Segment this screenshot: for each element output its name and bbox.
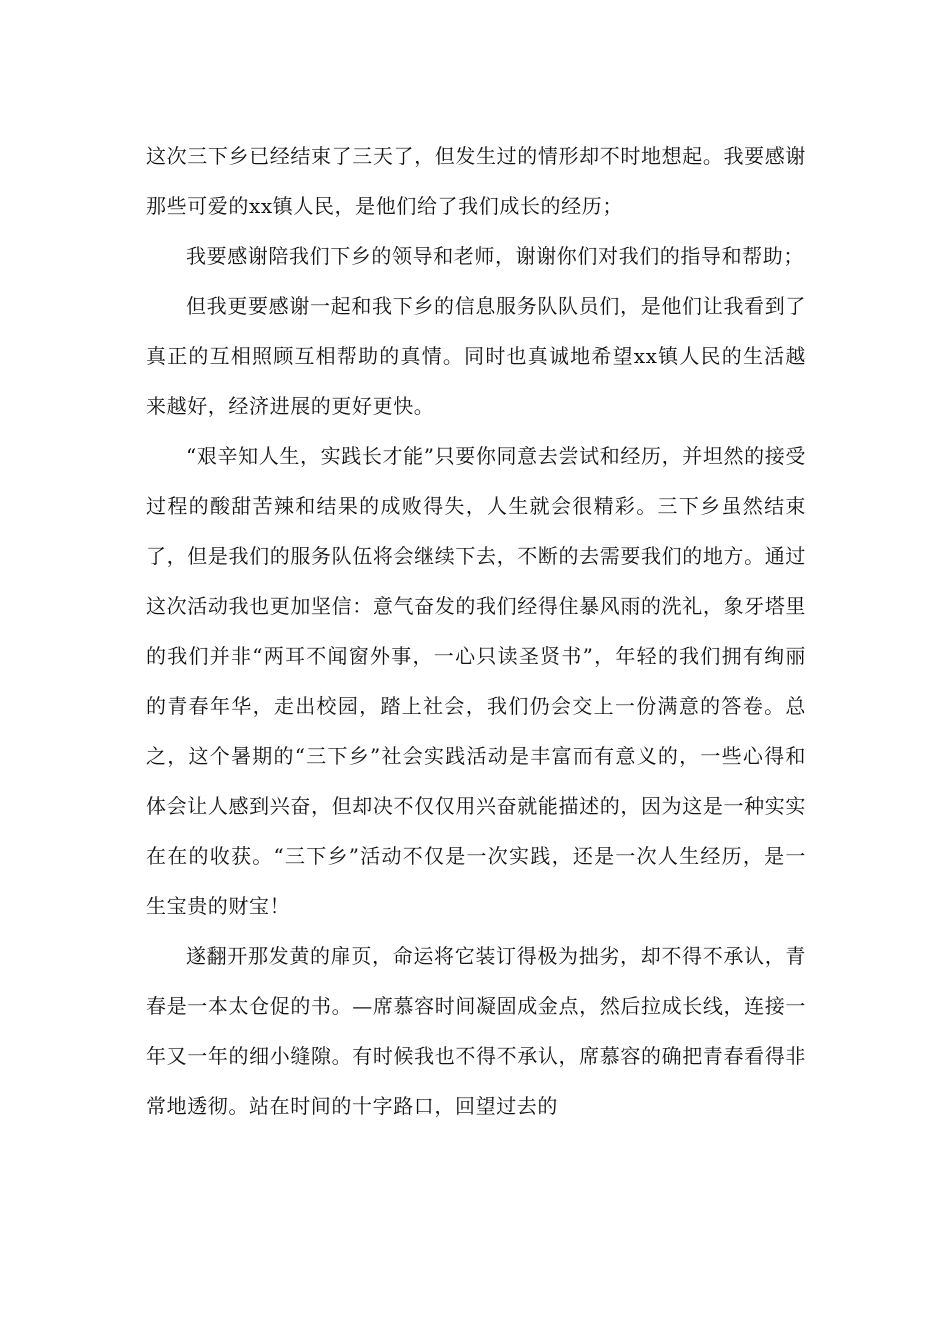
paragraph-3: 但我更要感谢一起和我下乡的信息服务队队员们，是他们让我看到了真正的互相照顾互相帮助的真情。同时也真诚地希望xx镇人民的生活越来越好，经济进展的更好更快。 [146, 294, 806, 418]
paragraph-1: 这次三下乡已经结束了三天了，但发生过的情形却不时地想起。我要感谢那些可爱的xx镇人民，是他们给了我们成长的经历； [146, 144, 806, 218]
document-page [146, 131, 806, 1131]
paragraph-4: “艰辛知人生，实践长才能”只要你同意去尝试和经历，并坦然的接受过程的酸甜苦辣和结果的成败得失，人生就会很精彩。三下乡虽然结束了，但是我们的服务队伍将会继续下去，不断的去需要我们的地方。通过这次活动我也更加坚信：意气奋发的我们经得住暴风雨的洗礼，象牙塔里的我们并非“两耳不闻窗外事，一心只读圣贤书”，年轻的我们拥有绚丽的青春年华，走出校园，踏上社会，我们仍会交上一份满意的答卷。总之，这个暑期的“三下乡”社会实践活动是丰富而有意义的，一些心得和体会让人感到兴奋，但却决不仅仅用兴奋就能描述的，因为这是一种实实在在的收获。“三下乡”活动不仅是一次实践，还是一次人生经历，是一生宝贵的财宝！ [146, 444, 806, 918]
paragraph-5: 遂翻开那发黄的扉页，命运将它装订得极为拙劣，却不得不承认，青春是一本太仓促的书。—席慕容时间凝固成金点，然后拉成长线，连接一年又一年的细小缝隙。有时候我也不得不承认，席慕容的确把青春看得非常地透彻。站在时间的十字路口，回望过去的 [146, 944, 806, 1118]
paragraph-2: 我要感谢陪我们下乡的领导和老师，谢谢你们对我们的指导和帮助； [186, 244, 804, 268]
